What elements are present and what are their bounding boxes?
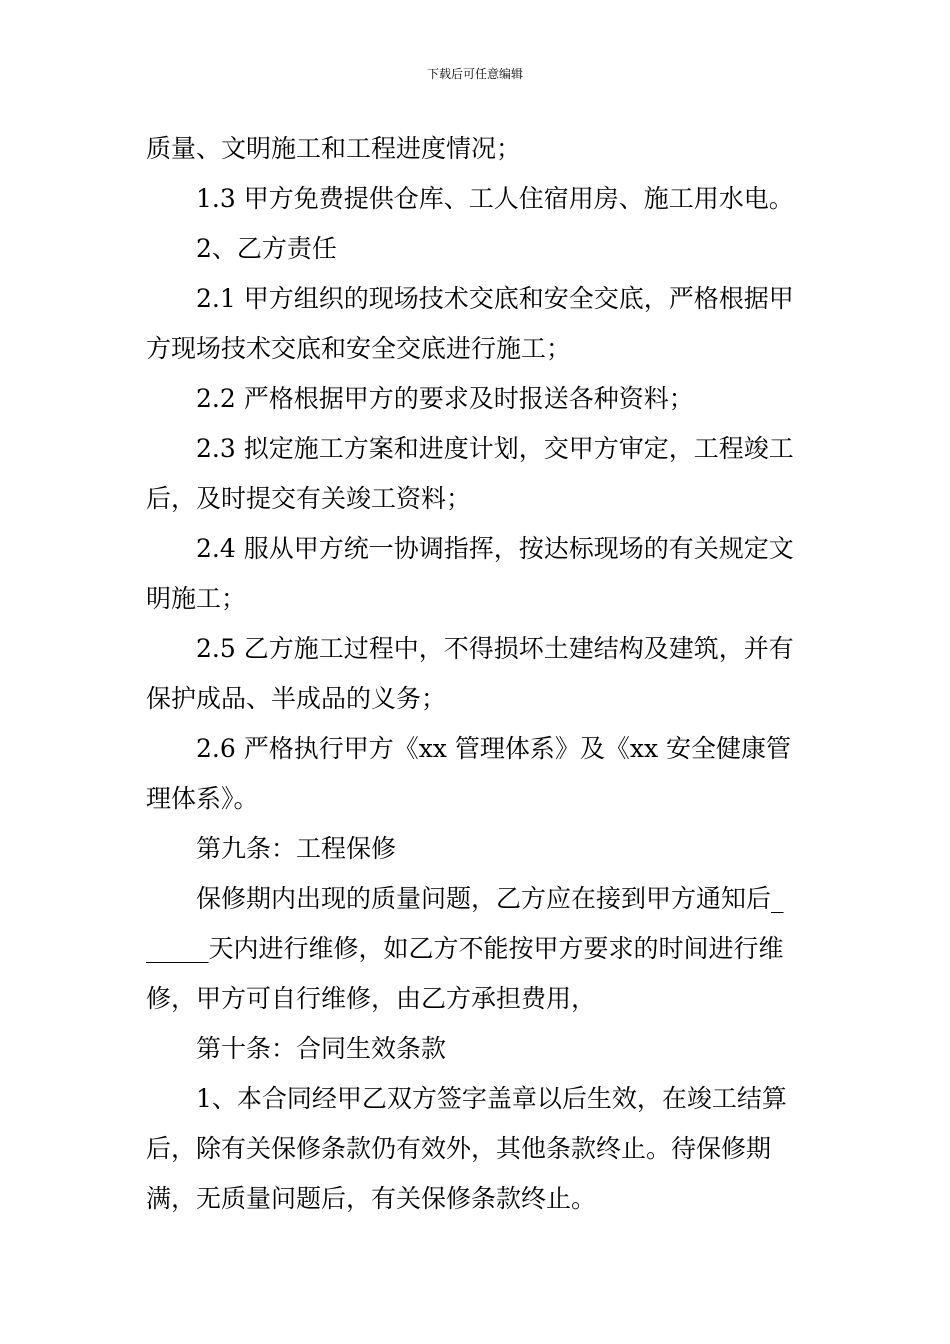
paragraph-line: _____天内进行维修，如乙方不能按甲方要求的时间进行维 (146, 934, 784, 963)
paragraph-line: 保修期内出现的质量问题，乙方应在接到甲方通知后_ (196, 884, 784, 913)
section-heading: 2、乙方责任 (196, 234, 337, 263)
paragraph-line: 明施工； (146, 584, 247, 613)
paragraph-line: 质量、文明施工和工程进度情况； (146, 134, 522, 163)
paragraph-line: 2.2 严格根据甲方的要求及时报送各种资料； (196, 384, 694, 413)
page-header: 下载后可任意编辑 (426, 67, 523, 81)
paragraph-line: 2.6 严格执行甲方《xx 管理体系》及《xx 安全健康管 (196, 734, 791, 763)
paragraph-line: 方现场技术交底和安全交底进行施工； (146, 334, 572, 363)
paragraph-line: 2.5 乙方施工过程中，不得损坏土建结构及建筑，并有 (196, 634, 794, 663)
paragraph-line: 后，除有关保修条款仍有效外，其他条款终止。待保修期 (146, 1134, 772, 1163)
article-heading: 第九条：工程保修 (196, 834, 397, 863)
paragraph-line: 保护成品、半成品的义务； (146, 684, 447, 713)
paragraph-line: 理体系》。 (146, 784, 259, 813)
paragraph-line: 1.3 甲方免费提供仓库、工人住宿用房、施工用水电。 (196, 184, 794, 213)
paragraph-line: 后，及时提交有关竣工资料； (146, 484, 472, 513)
paragraph-line: 2.1 甲方组织的现场技术交底和安全交底，严格根据甲 (196, 284, 794, 313)
paragraph-line: 修，甲方可自行维修，由乙方承担费用， (146, 984, 597, 1013)
article-heading: 第十条：合同生效条款 (196, 1034, 447, 1063)
paragraph-line: 2.3 拟定施工方案和进度计划，交甲方审定，工程竣工 (196, 434, 794, 463)
paragraph-line: 1、本合同经甲乙双方签字盖章以后生效，在竣工结算 (196, 1084, 787, 1113)
paragraph-line: 2.4 服从甲方统一协调指挥，按达标现场的有关规定文 (196, 534, 794, 563)
paragraph-line: 满，无质量问题后，有关保修条款终止。 (146, 1184, 597, 1213)
